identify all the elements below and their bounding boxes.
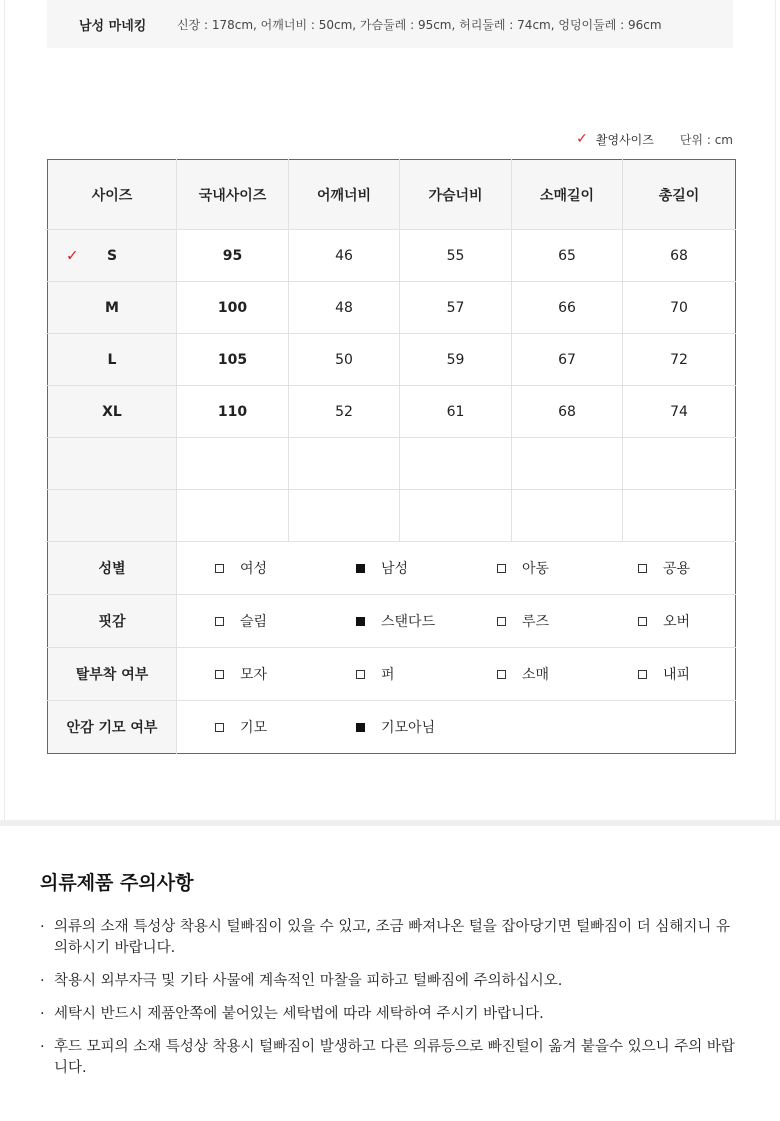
empty-table-row [48,438,736,490]
size-cell: XL [48,386,177,438]
option-lining: 내피 [600,664,741,684]
chest-cell: 59 [400,334,512,386]
length-cell: 68 [623,230,736,282]
shoulder-cell: 48 [289,282,400,334]
sleeve-cell: 68 [512,386,623,438]
attribute-row-fleece [48,701,736,754]
bullet-icon: · [40,919,45,935]
header-length: 총길이 [623,160,736,230]
option-over: 오버 [600,611,741,631]
size-cell [48,230,177,282]
domestic-size-cell: 105 [177,334,289,386]
mannequin-label: 남성 마네킹 [79,18,147,34]
table-header-row [48,160,736,230]
length-cell: 72 [623,334,736,386]
size-label: S [106,247,118,264]
attribute-label: 탈부착 여부 [48,648,177,701]
sleeve-cell: 66 [512,282,623,334]
notice-title: 의류제품 주의사항 [40,872,194,894]
option-standard: 스탠다드 [318,611,459,631]
option-slim: 슬림 [177,611,318,631]
checkbox-checked-icon [356,723,365,732]
option-unisex: 공용 [600,558,741,578]
domestic-size-cell: 110 [177,386,289,438]
bullet-icon: · [40,1039,45,1055]
shot-size-label: 촬영사이즈 [595,132,654,147]
option-no-fleece: 기모아님 [318,717,459,737]
sleeve-cell: 67 [512,334,623,386]
attribute-label: 안감 기모 여부 [48,701,177,754]
header-sleeve: 소매길이 [512,160,623,230]
size-cell: L [48,334,177,386]
option-female: 여성 [177,558,318,578]
size-table [47,159,736,754]
header-size: 사이즈 [48,160,177,230]
header-shoulder: 어깨너비 [289,160,400,230]
length-cell: 74 [623,386,736,438]
check-icon: ✓ [576,131,588,147]
section-divider [0,820,780,826]
option-kids: 아동 [459,558,600,578]
size-cell: M [48,282,177,334]
list-item: · 세탁시 반드시 제품안쪽에 붙어있는 세탁법에 따라 세탁하여 주시기 바랍니다. [40,1004,740,1025]
checkbox-icon [638,617,647,626]
attribute-label: 성별 [48,542,177,595]
shoulder-cell: 46 [289,230,400,282]
header-chest: 가슴너비 [400,160,512,230]
size-legend [576,130,733,148]
table-row [48,282,736,334]
bullet-icon: · [40,1006,45,1022]
option-loose: 루즈 [459,611,600,631]
option-fur: 퍼 [318,664,459,684]
option-fleece: 기모 [177,717,318,737]
option-sleeve: 소매 [459,664,600,684]
header-domestic-size: 국내사이즈 [177,160,289,230]
checkbox-checked-icon [356,617,365,626]
shoulder-cell: 50 [289,334,400,386]
attribute-row-fit [48,595,736,648]
table-row [48,386,736,438]
checkbox-icon [497,670,506,679]
check-icon: ✓ [66,246,79,265]
mannequin-info-bar [47,0,733,48]
table-row [48,230,736,282]
checkbox-icon [215,723,224,732]
option-hood: 모자 [177,664,318,684]
bullet-icon: · [40,973,45,989]
checkbox-checked-icon [356,564,365,573]
checkbox-icon [215,564,224,573]
chest-cell: 61 [400,386,512,438]
mannequin-spec: 신장 : 178cm, 어깨너비 : 50cm, 가슴둘레 : 95cm, 허리둘레 : 74cm, 엉덩이둘레 : 96cm [177,17,662,32]
table-row [48,334,736,386]
attribute-row-detachable [48,648,736,701]
checkbox-icon [497,564,506,573]
checkbox-icon [638,564,647,573]
domestic-size-cell: 100 [177,282,289,334]
list-item: · 후드 모피의 소재 특성상 착용시 털빠짐이 발생하고 다른 의류등으로 빠진털이 옮겨 붙을수 있으니 주의 바랍니다. [40,1039,735,1076]
checkbox-icon [638,670,647,679]
sleeve-cell: 65 [512,230,623,282]
list-item: · 의류의 소재 특성상 착용시 털빠짐이 있을 수 있고, 조금 빠져나온 털을 잡아당기면 털빠짐이 더 심해지니 유의하시기 바랍니다. [40,919,731,956]
checkbox-icon [497,617,506,626]
chest-cell: 57 [400,282,512,334]
attribute-row-gender [48,542,736,595]
domestic-size-cell: 95 [177,230,289,282]
shoulder-cell: 52 [289,386,400,438]
chest-cell: 55 [400,230,512,282]
checkbox-icon [215,617,224,626]
attribute-label: 핏감 [48,595,177,648]
option-male: 남성 [318,558,459,578]
list-item: · 착용시 외부자극 및 기타 사물에 계속적인 마찰을 피하고 털빠짐에 주의하십시오. [40,971,740,992]
checkbox-icon [356,670,365,679]
length-cell: 70 [623,282,736,334]
checkbox-icon [215,670,224,679]
empty-table-row [48,490,736,542]
unit-label: 단위 : cm [679,132,733,147]
notice-list [40,917,740,1091]
